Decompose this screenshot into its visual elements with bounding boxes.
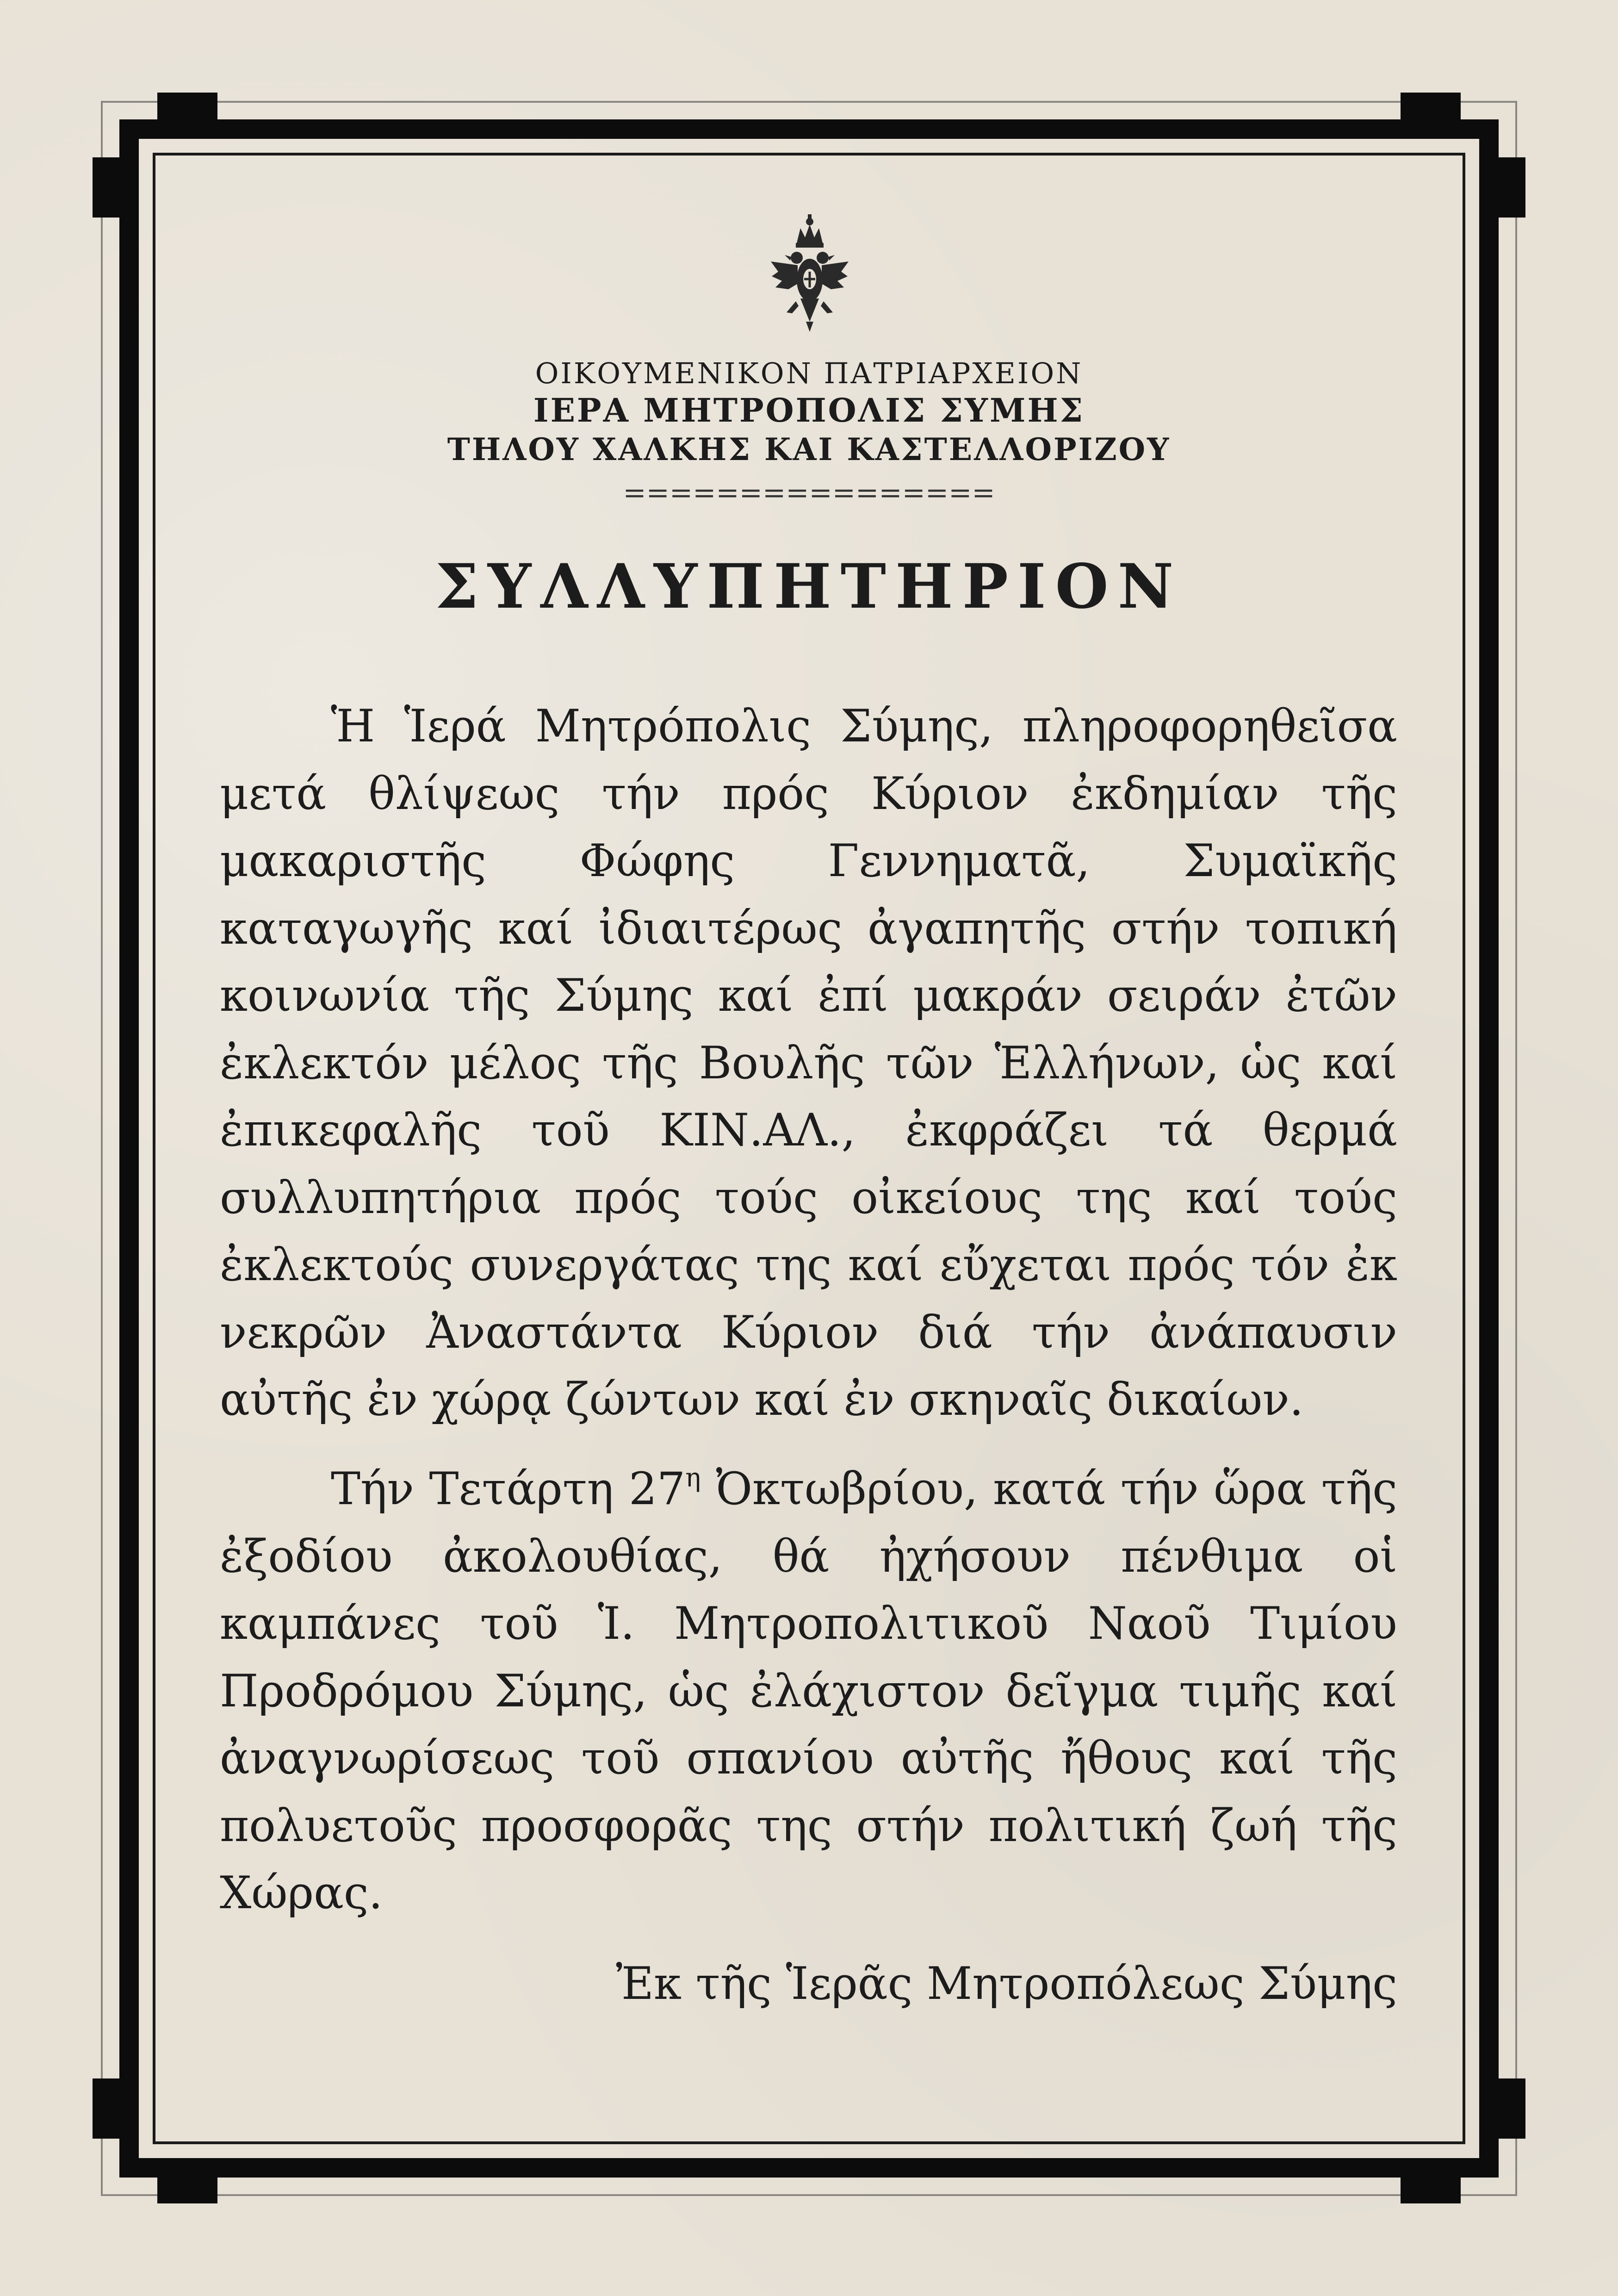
corner-ornament	[1401, 2172, 1461, 2203]
bells-paragraph	[220, 1456, 1397, 1927]
metropolis-heading: ΙΕΡΑ ΜΗΤΡΟΠΟΛΙΣ ΣΥΜΗΣ	[533, 391, 1085, 429]
paragraph-text: Τήν Τετάρτη 27	[331, 1463, 686, 1515]
ordinal-superscript: η	[685, 1463, 701, 1493]
corner-ornament	[1494, 2078, 1525, 2139]
corner-ornament	[1494, 157, 1525, 218]
corner-ornament	[157, 2172, 217, 2203]
signature-line: Ἐκ τῆς Ἱερᾶς Μητροπόλεως Σύμης	[616, 1958, 1397, 2010]
double-headed-eagle-icon	[768, 211, 851, 336]
condolence-paragraph: Ἡ Ἱερά Μητρόπολις Σύμης, πληροφορηθεῖσα μετά θλίψεως τήν πρός Κύριον ἐκδημίαν τῆς μακαριστῆς Φώφης Γεννηματᾶ, Συμαϊκῆς καταγωγῆς καί ἰδιαιτέρως ἀγαπητῆς στήν τοπική κοινωνία τῆς Σύμης καί ἐπί μακράν σειράν ἐτῶν ἐκλεκτόν μέλος τῆς Βουλῆς τῶν Ἑλλήνων, ὡς καί ἐπικεφαλῆς τοῦ ΚΙΝ.ΑΛ., ἐκφράζει τά θερμά συλλυπητήρια πρός τούς οἰκείους της καί τούς ἐκλεκτούς συνεργάτας της καί εὔχεται πρός τόν ἐκ νεκρῶν Ἀναστάντα Κύριον διά τήν ἀνάπαυσιν αὐτῆς ἐν χώρᾳ ζώντων καί ἐν σκηναῖς δικαίων.	[220, 700, 1397, 1425]
corner-ornament	[1401, 93, 1461, 124]
header-divider: ================	[623, 477, 995, 509]
document-title: ΣΥΛΛΥΠΗΤΗΡΙΟΝ	[435, 551, 1183, 622]
paragraph-text: Ὀκτωβρίου, κατά τήν ὥρα τῆς ἐξοδίου ἀκολουθίας, θά ἠχήσουν πένθιμα οἱ καμπάνες τοῦ Ἱ. Μητροπολιτικοῦ Ναοῦ Τιμίου Προδρόμου Σύμης, ὡς ἐλάχιστον δεῖγμα τιμῆς καί ἀναγνωρίσεως τοῦ σπανίου αὐτῆς ἤθους καί τῆς πολυετοῦς προσφορᾶς της στήν πολιτική ζωή τῆς Χώρας.	[220, 1463, 1398, 1919]
corner-ornament	[157, 93, 217, 124]
islands-heading: ΤΗΛΟΥ ΧΑΛΚΗΣ ΚΑΙ ΚΑΣΤΕΛΛΟΡΙΖΟΥ	[447, 431, 1171, 467]
corner-ornament	[93, 2078, 124, 2139]
patriarchate-heading: ΟΙΚΟΥΜΕΝΙΚΟΝ ΠΑΤΡΙΑΡΧΕΙΟΝ	[535, 356, 1083, 390]
corner-ornament	[93, 157, 124, 218]
